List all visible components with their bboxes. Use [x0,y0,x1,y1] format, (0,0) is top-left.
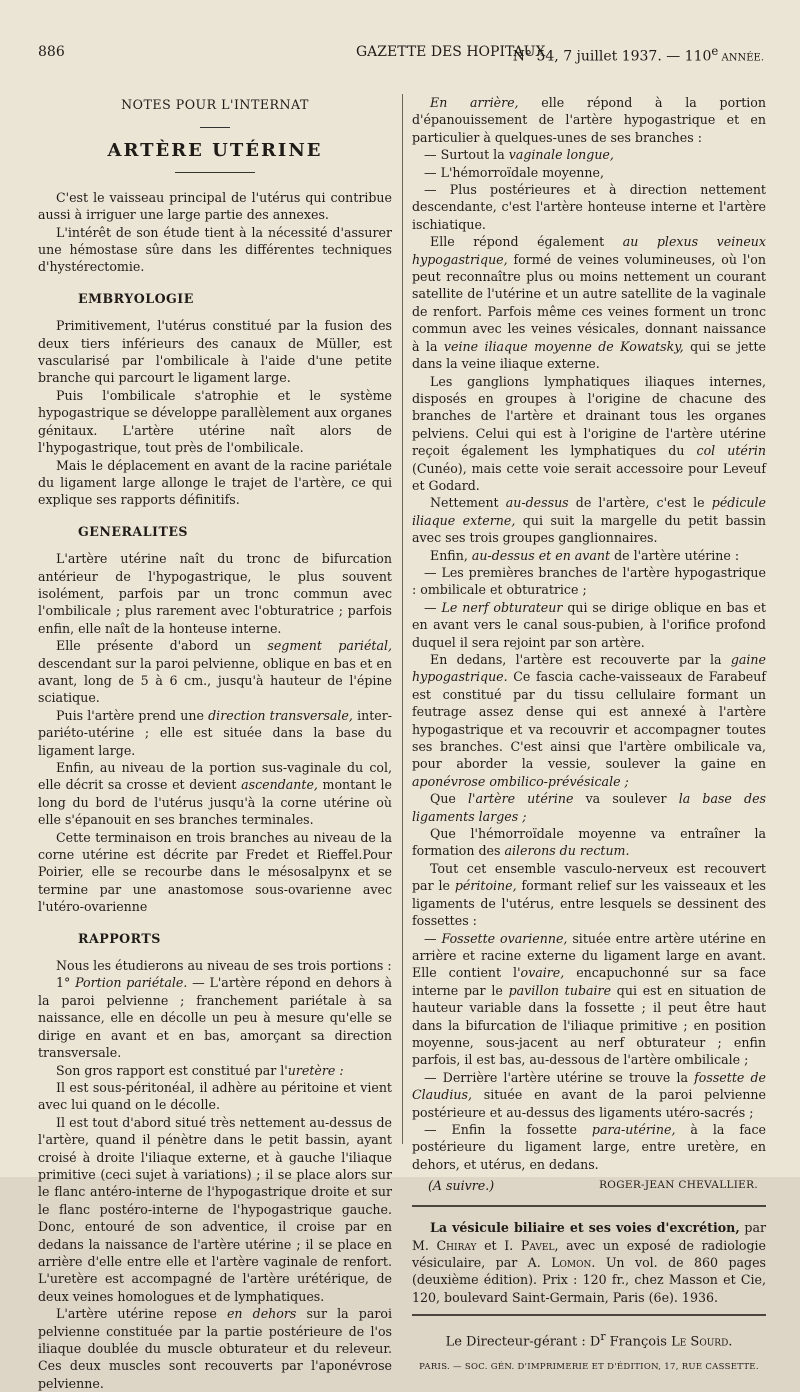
divider [412,1314,766,1318]
paragraph: Que l'artère utérine va soulever la base des ligaments larges ; [412,791,766,824]
paragraph: Les ganglions lymphatiques iliaques internes, disposés en groupes à l'origine de chacune des branches de l'artère et drainant tous les organes pelviens. Celui qui est à l'origine de l'artère utérine reçoit également les lymphatiques du col utérin (Cunéo), mais cette voie serait accessoire pour Leveuf et Godard. [412,373,766,493]
list-item: — Plus postérieures et à direction nettement descendante, c'est l'artère honteuse interne et l'artère ischiatique. [412,182,766,232]
paragraph: Puis l'ombilicale s'atrophie et le système hypogastrique se développe parallèlement aux organes génitaux. L'artère utérine naît alors de l'hypogastrique, tout près de l'ombilicale. [38,387,392,456]
author-name: ROGER-JEAN CHEVALLIER. [599,1179,758,1192]
divider [175,172,255,173]
paragraph: Elle répond également au plexus veineux hypogastrique, formé de veines volumineuses, où l'on peut reconnaître plus ou moins nettement un courant satellite de l'utérine et un autre satellite de la vaginale de renfort. Parfois même ces veines forment un tronc commun avec les veines vésicales, donnant naissance à la veine iliaque moyenne de Kowatsky, qui se jette dans la veine iliaque externe. [412,234,767,372]
paragraph: Enfin, au niveau de la portion sus-vaginale du col, elle décrit sa crosse et devient ascendante, montant le long du bord de l'utérus jusqu'à la corne utérine où elle s'épanouit en ses branches terminales. [38,760,392,828]
list-item: — Derrière l'artère utérine se trouve la fossette de Claudius, située en avant de la paroi pelvienne postérieure et au-dessus des ligaments utéro-sacrés ; [412,1069,766,1120]
paragraph: Mais le déplacement en avant de la racine pariétale du ligament large allonge le trajet de l'artère, ce qui explique ses rapports définitifs. [38,457,392,508]
paragraph: Puis l'artère prend une direction transversale, inter-pariéto-utérine ; elle est située dans la base du ligament large. [38,707,392,758]
heading-generalites: GENERALITES [78,523,189,539]
paragraph: Primitivement, l'utérus constitué par la fusion des deux tiers inférieurs des canaux de Müller, est vascularisé par l'ombilicale à l'aide d'une petite branche qui parcourt le ligament large. [38,318,392,386]
paragraph: Cette terminaison en trois branches au niveau de la corne utérine est décrite par Fredet et Rieffel.Pour Poirier, elle se recourbe dans le mésosalpynx et se termine par une anastomose sous-ovarienne avec l'utéro-ovarienne [38,829,392,915]
list-item: — Le nerf obturateur qui se dirige oblique en bas et en avant vers le canal sous-pubien, à l'orifice profond duquel il sera rejoint par son artère. [412,599,766,650]
paragraph: Nettement au-dessus de l'artère, c'est le pédicule iliaque externe, qui suit la margelle du petit bassin avec ses trois groupes ganglionnaires. [412,495,767,546]
paragraph: Elle présente d'abord un segment pariétal, descendant sur la paroi pelvienne, oblique en bas et en avant, long de 5 à 6 cm., jusqu'à hauteur de l'épine sciatique. [38,638,392,706]
paragraph: En arrière, elle répond à la portion d'épanouissement de l'artère hypogastrique et en particulier à quelques-unes de ses branches : [412,95,766,145]
paragraph: Enfin, au-dessus et en avant de l'artère utérine : [430,547,740,563]
heading-rapports: RAPPORTS [78,930,161,946]
page-number: 886 [38,44,65,60]
journal-title: GAZETTE DES HOPITAUX [356,44,546,60]
paragraph: Son gros rapport est constitué par l'uretère : [56,1062,344,1078]
right-column [412,94,766,1376]
list-item: — Surtout la vaginale longue, [424,147,614,163]
section-label: NOTES POUR L'INTERNAT [121,97,309,112]
book-notice: La vésicule biliaire et ses voies d'excrétion, par M. Chiray et I. Pavel, avec un exposé de radiologie vésiculaire, par A. Lomon. Un vol. de 860 pages (deuxième édition). Prix : 120 fr., chez Masson et Cie, 120, boulevard Saint-Germain, Paris (6e). 1936. [412,1220,766,1305]
printer-line: PARIS. — SOC. GÉN. D'IMPRIMERIE ET D'ÉDITION, 17, RUE CASSETTE. [419,1361,759,1372]
to-be-continued: (A suivre.) [428,1178,495,1194]
paragraph: Que l'hémorroïdale moyenne va entraîner la formation des ailerons du rectum. [412,826,766,859]
paragraph: Il est tout d'abord situé très nettement au-dessus de l'artère, quand il pénètre dans le petit bassin, ayant croisé à droite l'iliaque externe, et à gauche l'iliaque primitive (ceci sujet à variations) ; il se place alors sur le flanc antéro-interne de l'hypogastrique droite et sur le flanc postéro-interne de l'hypogastrique gauche. Donc, entouré de son adventice, il croise par en dedans la naissance de l'artère utérine ; il se place en arrière d'elle entre elle et l'artère vaginale de renfort. L'uretère est accompagné de l'artère urétérique, de deux veines homologues et de lymphatiques. [38,1114,392,1304]
director-line: Le Directeur-gérant : $D^r$ François Le Sourd. [445,1330,733,1350]
list-item: — Les premières branches de l'artère hypogastrique : ombilicale et obturatrice ; [412,564,766,598]
paragraph: En dedans, l'artère est recouverte par la gaine hypogastrique. Ce fascia cache-vaisseaux de Farabeuf est constitué par du tissu cellulaire formant un feutrage assez dense qui est annexé à l'artère hypogastrique et va recouvrir et accompagner toutes ses branches. C'est ainsi que l'artère ombilicale va, pour aborder la vessie, soulever la gaine en aponévrose ombilico-prévésicale ; [412,652,766,789]
paragraph: L'intérêt de son étude tient à la nécessité d'assurer une hémostase sûre dans les différentes techniques d'hystérectomie. [38,224,392,275]
divider [200,127,230,128]
paragraph: 1° Portion pariétale. — L'artère répond en dehors à la paroi pelvienne ; franchement pariétale à sa naissance, elle en décolle un peu à mesure qu'elle se dirige en avant et en bas, amorçant sa direction transversale. [38,975,392,1061]
paragraph: C'est le vaisseau principal de l'utérus qui contribue aussi à irriguer une large partie des annexes. [38,189,392,223]
list-item: — Enfin la fossette para-utérine, à la face postérieure du ligament large, entre uretère, en dehors, et utérus, en dedans. [412,1121,767,1172]
signature-row [412,1177,766,1197]
divider [412,1205,766,1209]
paragraph: Il est sous-péritonéal, il adhère au péritoine et vient avec lui quand on le décolle. [38,1079,392,1113]
article-title: ARTÈRE UTÉRINE [107,140,323,162]
paragraph: L'artère utérine naît du tronc de bifurcation antérieur de l'hypogastrique, le plus souvent isolément, parfois par un tronc commun avec l'ombilicale ; plus rarement avec l'obturatrice ; parfois enfin, elle naît de la honteuse interne. [38,551,392,636]
paragraph: Nous les étudierons au niveau de ses trois portions : [56,958,392,974]
issue-info: N° 54, 7 juillet 1937. — 110e ANNÉE. [512,44,764,65]
column-divider [402,94,403,1144]
heading-embryologie: EMBRYOLOGIE [78,290,194,306]
paragraph: Tout cet ensemble vasculo-nerveux est recouvert par le péritoine, formant relief sur les vaisseaux et les ligaments de l'utérus, entre lesquels se dessinent des fossettes : [412,860,767,929]
page-header [38,44,764,64]
paragraph: L'artère utérine repose en dehors sur la paroi pelvienne constituée par la partie postérieure de l'os iliaque doublée du muscle obturateur et du releveur. Ces deux muscles sont recouverts par l'aponévrose pelvienne. [38,1306,392,1391]
left-column [38,94,392,1392]
list-item: — Fossette ovarienne, située entre artère utérine en arrière et racine externe du ligament large en avant. Elle contient l'ovaire, encapuchonné sur sa face interne par le pavillon tubaire qui est en situation de hauteur variable dans la fossette ; il peut être haut dans la bifurcation de l'iliaque primitive ; en position moyenne, sous-jacent au nerf obturateur ; enfin parfois, il est bas, au-dessous de l'artère ombilicale ; [412,930,766,1068]
list-item: — L'hémorroïdale moyenne, [424,164,604,180]
